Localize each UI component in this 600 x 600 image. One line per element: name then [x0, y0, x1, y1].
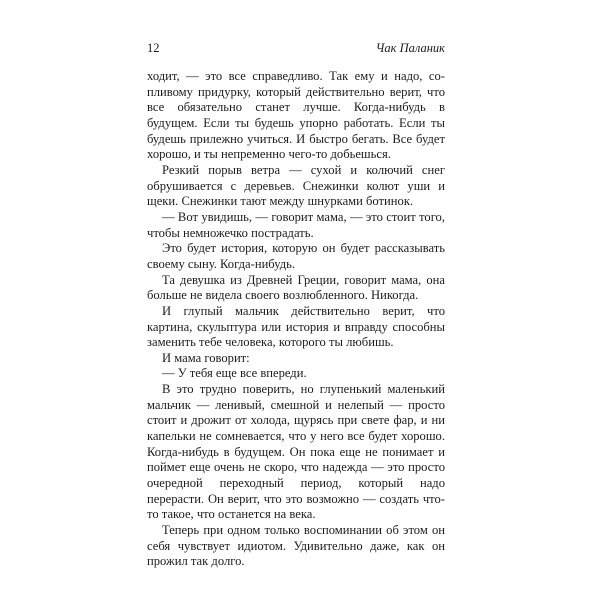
paragraph: — У тебя еще все впереди.: [162, 366, 307, 381]
paragraph: В это трудно поверить, но глупенький маленький мальчик — ленивый, смешной и нелепый — просто стоит и дрожит от холода, щурясь при свете фар, и ни капельки не сомневается, что у него все будет хорошо. Когда-нибудь в будущем. Он пока еще не понимает и поймет еще очень не скоро, что надежда — это просто очередной переходный период, который надо перерасти. Он верит, что это возможно — создать что-то такое, что останется на века.: [147, 382, 445, 522]
paragraph: Теперь при одном только воспоминании об этом он себя чувствует идиотом. Удивительно даже, как он прожил так долго.: [147, 523, 445, 569]
paragraph: Та девушка из Древней Греции, говорит мама, она больше не видела своего возлюбленного. Никогда.: [147, 272, 445, 303]
paragraph: Это будет история, которую он будет рассказывать своему сыну. Когда-нибудь.: [147, 241, 445, 271]
paragraph: И глупый мальчик действительно верит, что картина, скульптура или история и вправду способны заменить тебе человека, которого ты любишь.: [147, 303, 445, 350]
paragraph: Резкий порыв ветра — сухой и колючий снег обрушивается с деревьев. Снежинки колют уши и щеки. Снежинки тают между шнурками ботинок.: [147, 162, 445, 209]
running-head: [147, 40, 445, 56]
page-number: 12: [147, 41, 160, 55]
paragraph: ходит, — это все справедливо. Так ему и надо, сопливому придурку, который действительно верит, что все обязательно станет лучше. Когда-нибудь в будущем. Если ты будешь упорно работать. Если ты будешь прилежно учиться. И быстро бегать. Все будет хорошо, и ты непременно чего-то добьешься.: [147, 69, 445, 162]
paragraph: И мама говорит:: [162, 350, 250, 365]
author-name: Чак Паланик: [375, 41, 445, 55]
body-text: [147, 69, 445, 570]
paragraph: — Вот увидишь, — говорит мама, — это стоит того, чтобы немножечко пострадать.: [147, 209, 445, 240]
